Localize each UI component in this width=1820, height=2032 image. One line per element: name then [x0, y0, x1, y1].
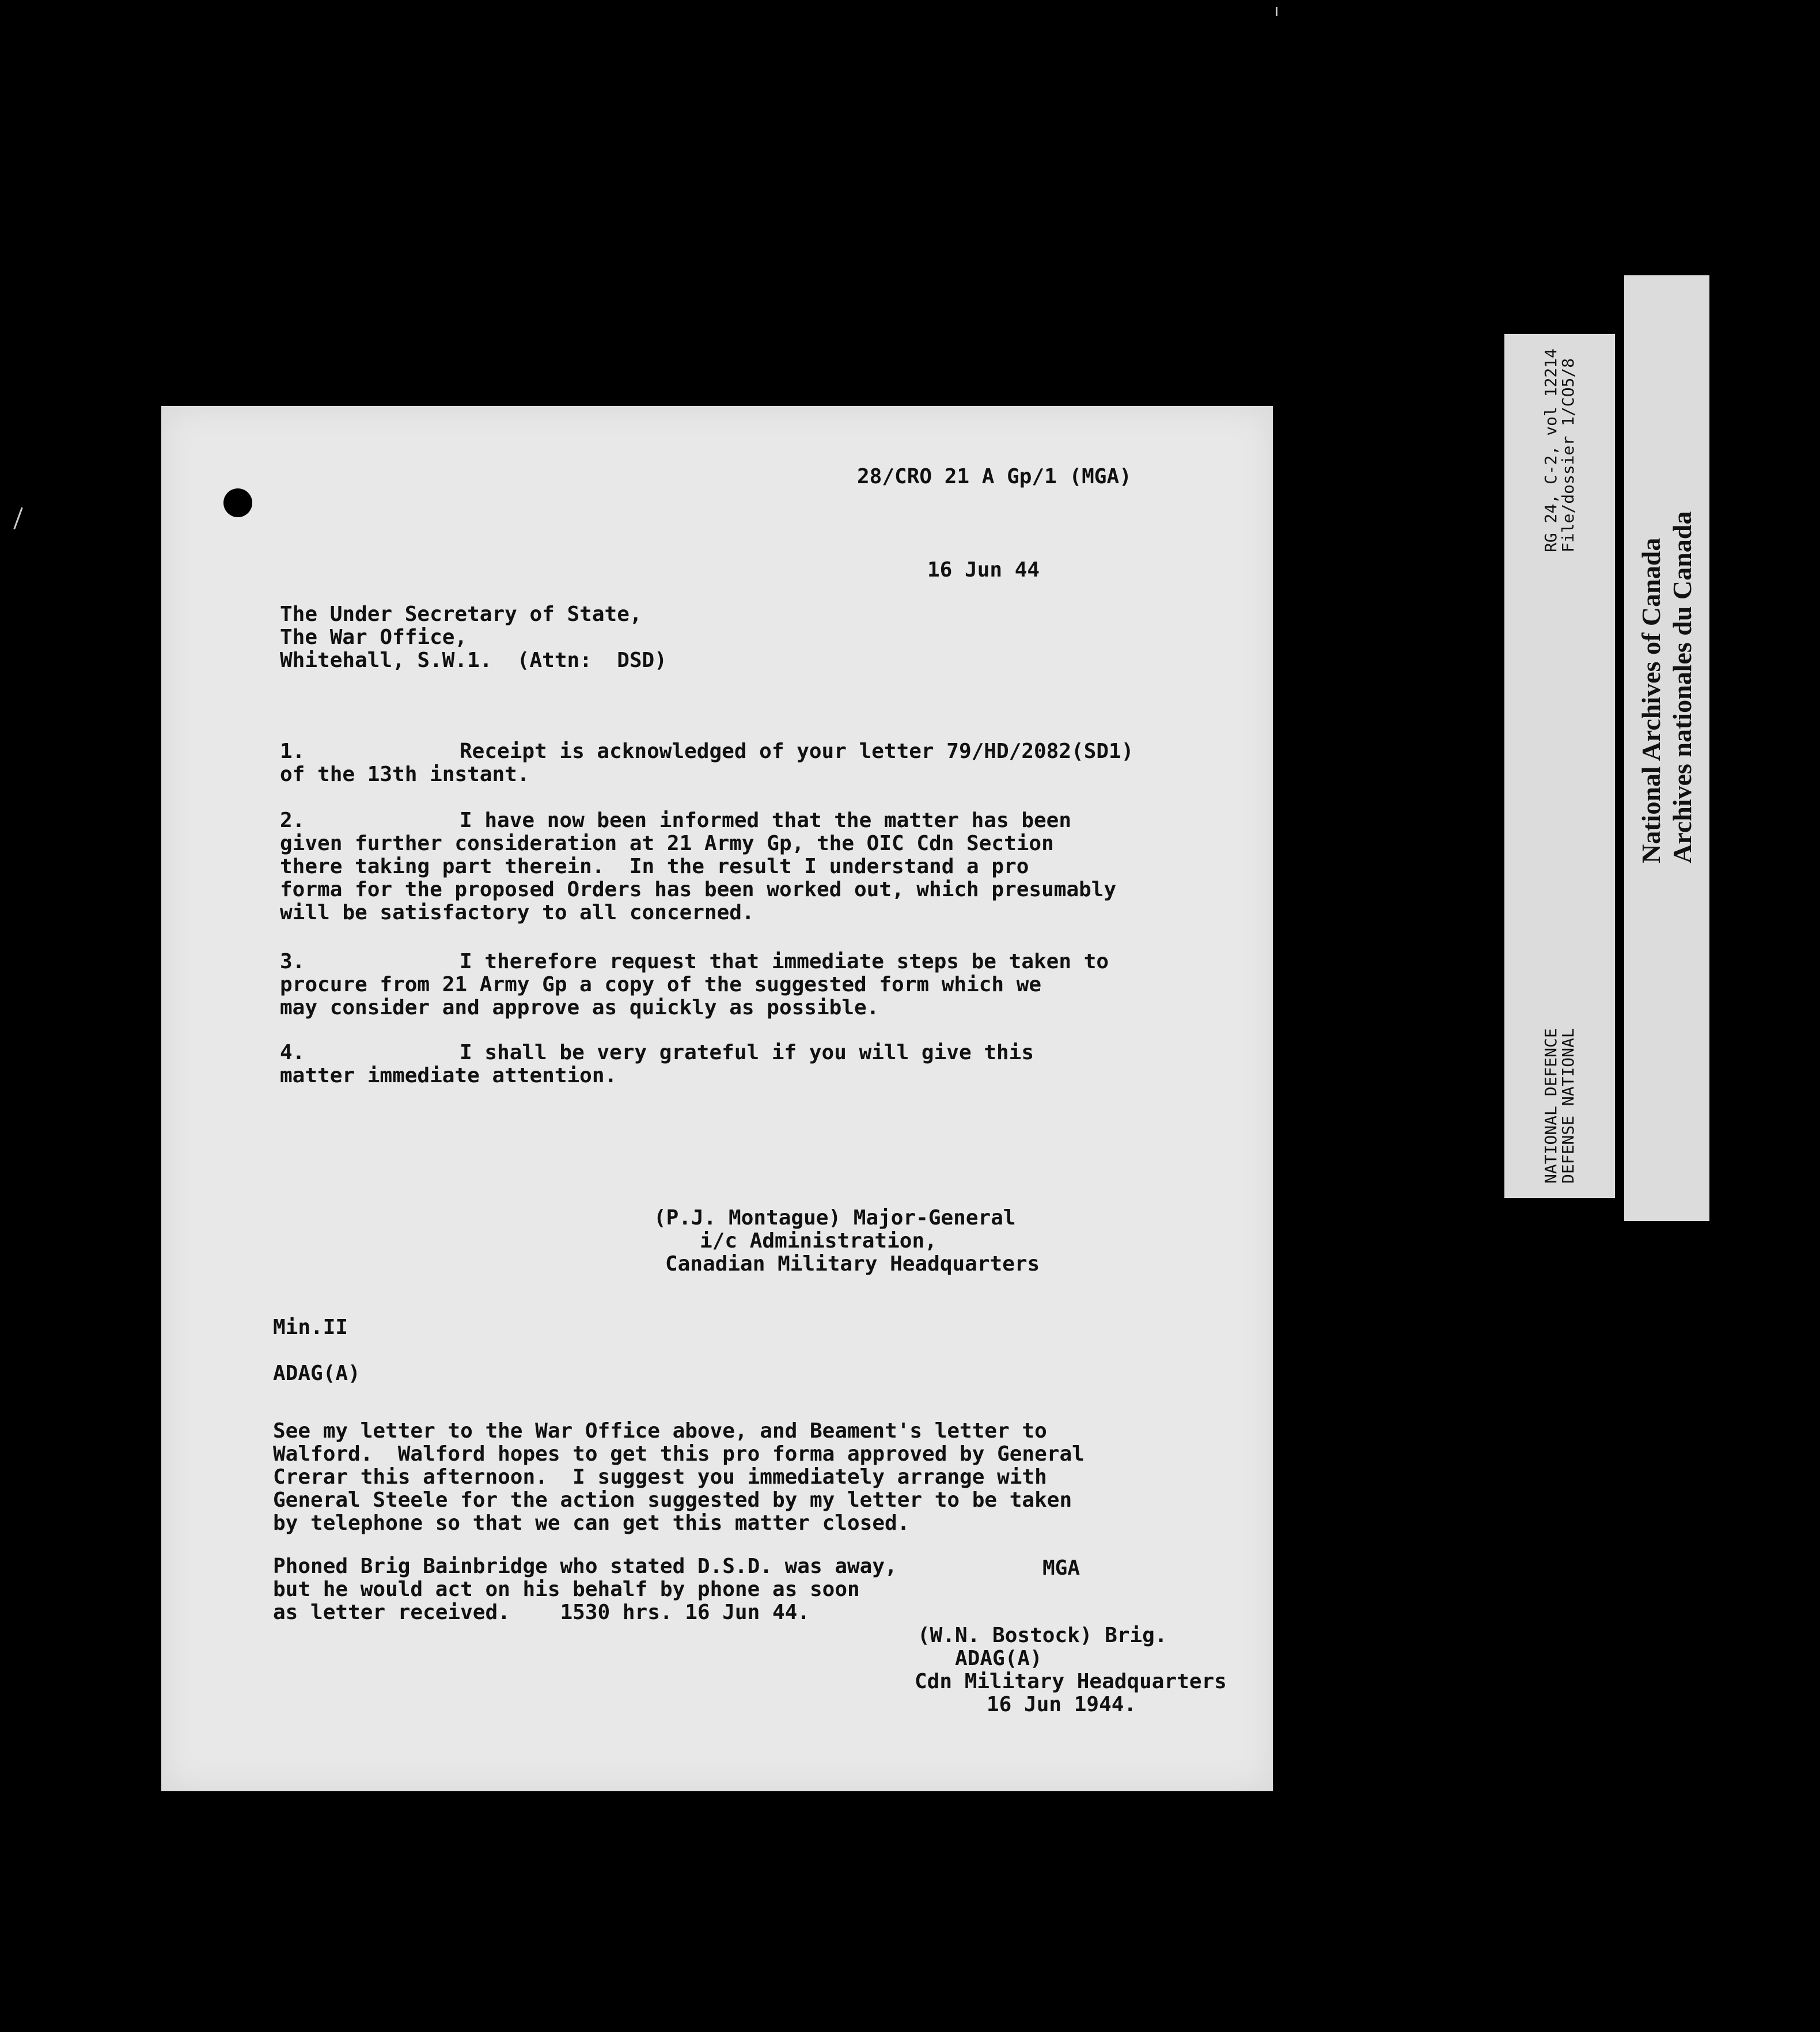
document-page	[161, 406, 1273, 1791]
national-archives-label	[1636, 460, 1698, 1036]
paragraph-number: 2.	[280, 809, 305, 832]
paragraph-line: Receipt is acknowledged of your letter 79/HD/2082(SD1)	[460, 740, 1134, 763]
minute-line: Crerar this afternoon. I suggest you immediately arrange with	[273, 1465, 1047, 1489]
signature-line: 16 Jun 1944.	[987, 1693, 1137, 1716]
signature-line: Canadian Military Headquarters	[665, 1252, 1040, 1276]
paragraph-line: I therefore request that immediate steps be taken to	[460, 950, 1109, 973]
minute-line: Walford. Walford hopes to get this pro forma approved by General	[273, 1442, 1085, 1466]
department-line: DEFENSE NATIONAL	[1559, 1028, 1578, 1184]
minute-line: by telephone so that we can get this matter closed.	[273, 1511, 910, 1535]
paragraph-line: I have now been informed that the matter has been	[460, 809, 1072, 832]
note-line: but he would act on his behalf by phone as soon	[273, 1578, 860, 1601]
scan-mark	[1276, 7, 1277, 16]
minute-recipient: ADAG(A)	[273, 1362, 361, 1385]
paragraph-line: procure from 21 Army Gp a copy of the suggested form which we	[280, 973, 1042, 996]
paragraph-line: of the 13th instant.	[280, 763, 530, 786]
paragraph-line: may consider and approve as quickly as possible.	[280, 996, 879, 1019]
minute-heading: Min.II	[273, 1316, 348, 1339]
addressee-line: The War Office,	[280, 625, 468, 649]
signature-line: (W.N. Bostock) Brig.	[917, 1624, 1167, 1647]
signature-line: (P.J. Montague) Major-General	[654, 1206, 1016, 1230]
punch-hole	[223, 488, 252, 517]
paragraph-number: 4.	[280, 1041, 305, 1064]
paragraph-line: given further consideration at 21 Army Gp, the OIC Cdn Section	[280, 832, 1054, 855]
note-line: as letter received. 1530 hrs. 16 Jun 44.	[273, 1601, 810, 1624]
paragraph-line: I shall be very grateful if you will give this	[460, 1041, 1034, 1064]
signature-line: Cdn Military Headquarters	[915, 1670, 1227, 1693]
national-archives-strip	[1624, 275, 1709, 1221]
signature-line: ADAG(A)	[955, 1647, 1042, 1670]
paragraph-number: 3.	[280, 950, 305, 973]
paragraph-line: matter immediate attention.	[280, 1064, 617, 1087]
addressee-line: The Under Secretary of State,	[280, 602, 642, 626]
minute-line: See my letter to the War Office above, and Beament's letter to	[273, 1419, 1047, 1443]
paragraph-line: will be satisfactory to all concerned.	[280, 901, 754, 924]
note-line: Phoned Brig Bainbridge who stated D.S.D. was away,	[273, 1555, 897, 1578]
archives-name-english: National Archives of Canada	[1636, 537, 1666, 863]
record-group-line: RG 24, C-2, vol 12214	[1541, 348, 1560, 553]
department-line: NATIONAL DEFENCE	[1541, 1028, 1560, 1184]
file-dossier-line: File/dossier 1/CO5/8	[1559, 358, 1578, 553]
file-reference: 28/CRO 21 A Gp/1 (MGA)	[857, 465, 1132, 488]
paragraph-line: forma for the proposed Orders has been worked out, which presumably	[280, 878, 1117, 901]
paragraph-line: there taking part therein. In the result I understand a pro	[280, 855, 1029, 878]
signature-line: i/c Administration,	[700, 1229, 937, 1253]
paragraph-number: 1.	[280, 740, 305, 763]
minute-line: General Steele for the action suggested by my letter to be taken	[273, 1488, 1072, 1512]
archive-reference-strip	[1504, 334, 1615, 1198]
archive-reference-text	[1542, 348, 1577, 1184]
scan-mark	[13, 507, 22, 530]
addressee-line: Whitehall, S.W.1. (Attn: DSD)	[280, 649, 667, 672]
note-initials: MGA	[1042, 1556, 1080, 1580]
archives-name-french: Archives nationales du Canada	[1667, 511, 1697, 863]
letter-date: 16 Jun 44	[927, 558, 1040, 582]
